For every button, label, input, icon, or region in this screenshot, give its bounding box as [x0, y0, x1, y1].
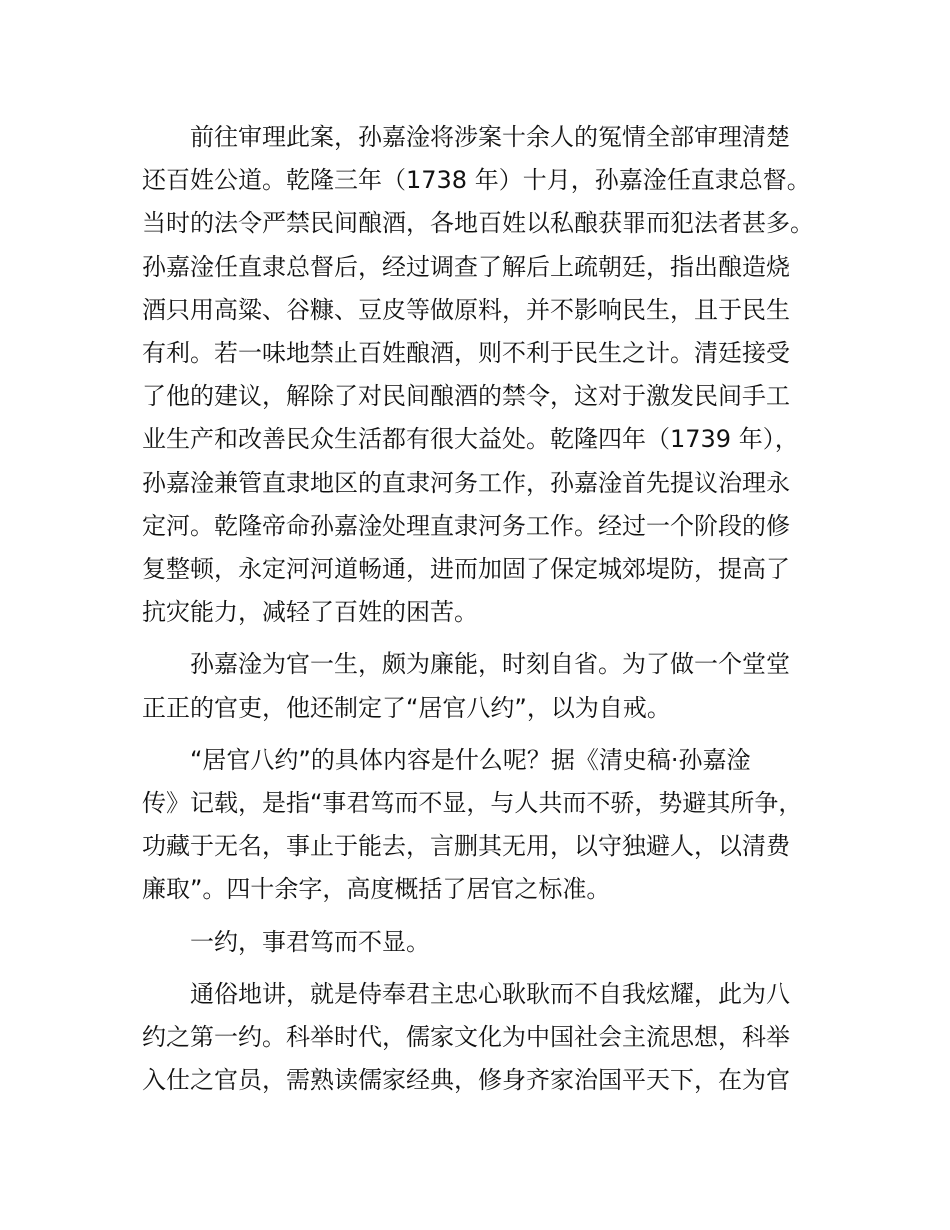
text-line: 有利。若一味地禁止百姓酿酒，则不利于民生之计。清廷接受 — [142, 339, 790, 368]
text-line: 孙嘉淦任直隶总督后，经过调查了解后上疏朝廷，指出酿造烧 — [142, 252, 790, 281]
text-line: 当时的法令严禁民间酿酒，各地百姓以私酿获罪而犯法者甚多。 — [142, 209, 814, 238]
text-line: 了他的建议，解除了对民间酿酒的禁令，这对于激发民间手工 — [142, 382, 790, 411]
text-line: 酒只用高粱、谷糠、豆皮等做原料，并不影响民生，且于民生 — [142, 295, 790, 324]
text-line: 入仕之官员，需熟读儒家经典，修身齐家治国平天下，在为官 — [142, 1066, 790, 1095]
text-line: 前往审理此案，孙嘉淦将涉案十余人的冤情全部审理清楚 — [190, 123, 790, 151]
text-line: 定河。乾隆帝命孙嘉淦处理直隶河务工作。经过一个阶段的修 — [142, 511, 790, 540]
text-line: 正正的官吏，他还制定了“居官八约”，以为自戒。 — [142, 693, 671, 722]
text-line: 廉取”。四十余字，高度概括了居官之标准。 — [142, 875, 611, 904]
text-line: “居官八约”的具体内容是什么呢？据《清史稿·孙嘉淦 — [190, 745, 751, 774]
paragraph-1 — [142, 116, 832, 634]
paragraph-4 — [142, 921, 832, 964]
text-line: 功藏于无名，事止于能去，言删其无用，以守独避人，以清费 — [142, 832, 790, 861]
text-line: 通俗地讲，就是侍奉君主忠心耿耿而不自我炫耀，此为八 — [190, 979, 790, 1008]
text-line: 约之第一约。科举时代，儒家文化为中国社会主流思想，科举 — [142, 1023, 790, 1052]
text-line: 一约，事君笃而不显。 — [190, 927, 430, 956]
paragraph-5 — [142, 973, 832, 1103]
body-text — [142, 116, 832, 1111]
text-line: 孙嘉淦兼管直隶地区的直隶河务工作，孙嘉淦首先提议治理永 — [142, 468, 790, 497]
text-line: 孙嘉淦为官一生，颇为廉能，时刻自省。为了做一个堂堂 — [190, 650, 790, 679]
paragraph-3 — [142, 739, 832, 912]
text-line: 复整顿，永定河河道畅通，进而加固了保定城郊堤防，提高了 — [142, 555, 790, 584]
text-line: 传》记载，是指“事君笃而不显，与人共而不骄，势避其所争， — [142, 789, 803, 818]
paragraph-2 — [142, 643, 832, 729]
text-line: 抗灾能力，减轻了百姓的困苦。 — [142, 598, 478, 627]
text-line: 业生产和改善民众生活都有很大益处。乾隆四年（1739 年）， — [142, 425, 799, 454]
text-line: 还百姓公道。乾隆三年（1738 年）十月，孙嘉淦任直隶总督。 — [142, 166, 811, 195]
